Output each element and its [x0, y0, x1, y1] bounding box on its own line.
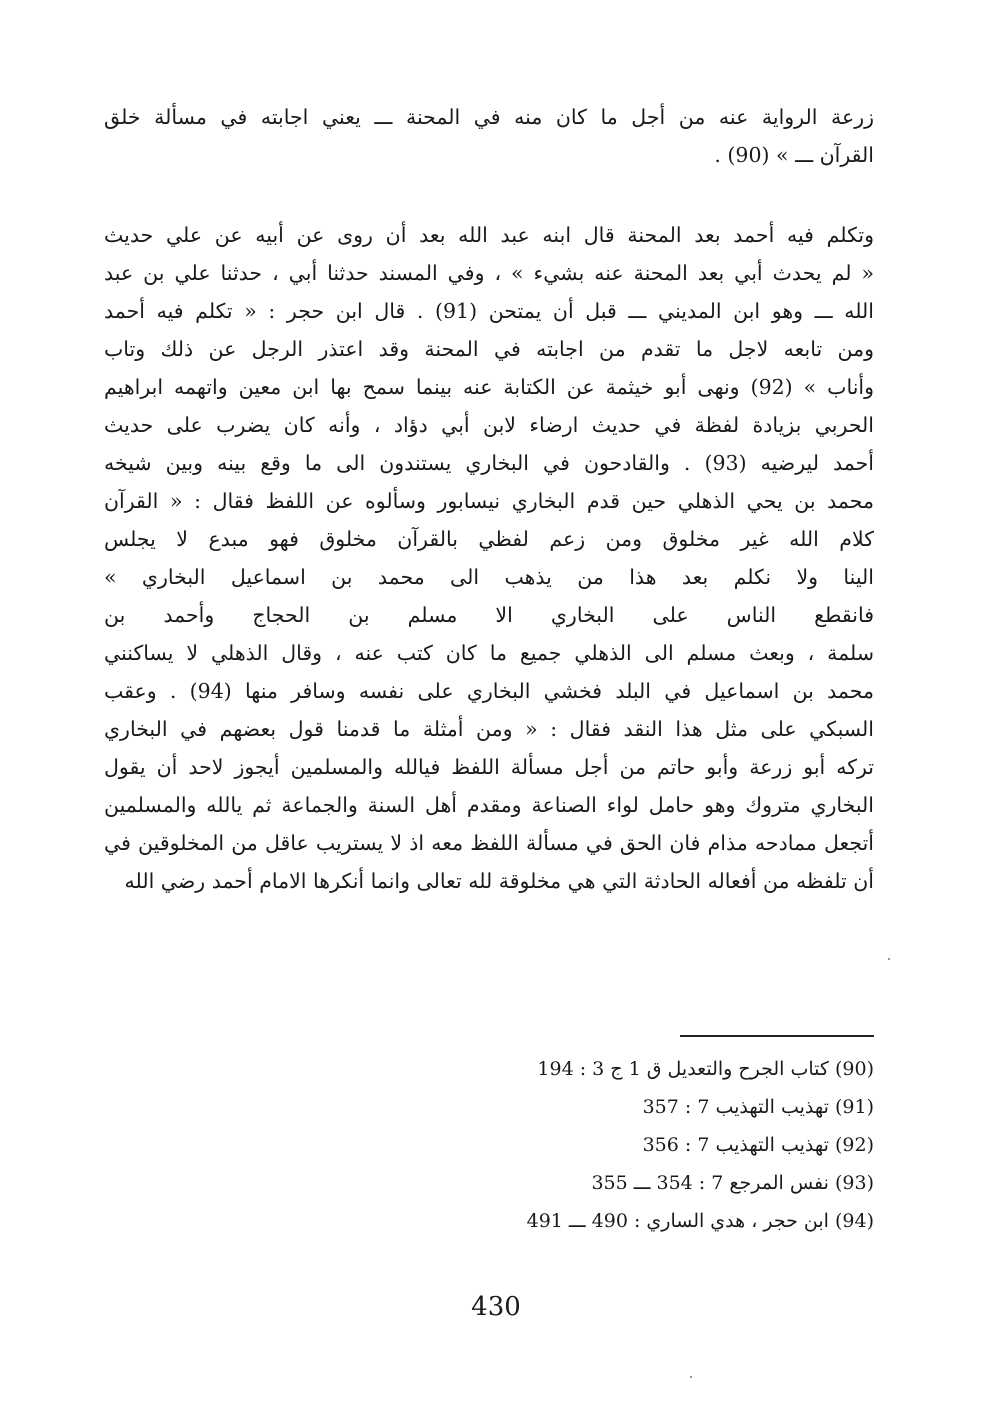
text-line: محمد بن يحي الذهلي حين قدم البخاري نيسابور وسألوه عن اللفظ فقال : « القرآن — [104, 489, 874, 513]
scan-speck — [888, 958, 890, 960]
footnote-94: (94) ابن حجر ، هدي الساري : 490 ـــ 491 — [526, 1210, 874, 1232]
footnotes — [374, 1050, 874, 1240]
text-line: فانقطع الناس على البخاري الا مسلم بن الحجاج وأحمد بن — [104, 603, 874, 627]
footnote-92: (92) تهذيب التهذيب 7 : 356 — [642, 1134, 874, 1156]
paragraph-2 — [104, 216, 874, 900]
text-line: تركه أبو زرعة وأبو حاتم من أجل مسألة اللفظ فيالله والمسلمين أيجوز لاحد أن يقول — [104, 755, 874, 779]
text-line: كلام الله غير مخلوق ومن زعم لفظي بالقرآن مخلوق فهو مبدع لا يجلس — [104, 527, 874, 551]
page-number: 430 — [471, 1292, 521, 1322]
text-line: ومن تابعه لاجل ما تقدم من اجابته في المحنة وقد اعتذر الرجل عن ذلك وتاب — [104, 337, 874, 361]
text-line: الحربي بزيادة لفظة في حديث ارضاء لابن أبي دؤاد ، وأنه كان يضرب على حديث — [104, 413, 874, 437]
footnote-90: (90) كتاب الجرح والتعديل ق 1 ج 3 : 194 — [537, 1058, 874, 1080]
text-line: أحمد ليرضيه (93) . والقادحون في البخاري يستندون الى ما وقع بينه وبين شيخه — [104, 451, 874, 475]
text-line: الله ـــ وهو ابن المديني ـــ قبل أن يمتحن (91) . قال ابن حجر : « تكلم فيه أحمد — [104, 299, 874, 323]
text-line: « لم يحدث أبي بعد المحنة عنه بشيء » ، وفي المسند حدثنا أبي ، حدثنا علي بن عبد — [104, 261, 874, 285]
text-line: وأناب » (92) ونهى أبو خيثمة عن الكتابة عنه بينما سمح بها ابن معين واتهمه ابراهيم — [104, 375, 874, 399]
footnote-91: (91) تهذيب التهذيب 7 : 357 — [642, 1096, 874, 1118]
text-line: سلمة ، وبعث مسلم الى الذهلي جميع ما كان كتب عنه ، وقال الذهلي لا يساكنني — [104, 641, 874, 665]
text-line: السبكي على مثل هذا النقد فقال : « ومن أمثلة ما قدمنا قول بعضهم في البخاري — [104, 717, 874, 741]
text-line: الينا ولا نكلم بعد هذا من يذهب الى محمد بن اسماعيل البخاري » — [104, 565, 874, 589]
text-line: وتكلم فيه أحمد بعد المحنة قال ابنه عبد الله بعد أن روى عن أبيه عن علي حديث — [104, 223, 874, 247]
text-line: أن تلفظه من أفعاله الحادثة التي هي مخلوقة لله تعالى وانما أنكرها الامام أحمد رضي الله — [124, 869, 874, 893]
text-line: محمد بن اسماعيل في البلد فخشي البخاري على نفسه وسافر منها (94) . وعقب — [104, 679, 874, 703]
paragraph-1 — [104, 98, 874, 174]
footnote-93: (93) نفس المرجع 7 : 354 ـــ 355 — [591, 1172, 874, 1194]
text-line: البخاري متروك وهو حامل لواء الصناعة ومقدم أهل السنة والجماعة ثم يالله والمسلمين — [104, 793, 874, 817]
text-line: القرآن ـــ » (90) . — [714, 143, 874, 167]
text-line: أتجعل ممادحه مذام فان الحق في مسألة اللفظ معه اذ لا يستريب عاقل من المخلوقين في — [104, 831, 874, 855]
scan-speck — [690, 1376, 692, 1378]
text-line: زرعة الرواية عنه من أجل ما كان منه في المحنة ـــ يعني اجابته في مسألة خلق — [104, 105, 874, 129]
footnote-separator — [680, 1035, 874, 1037]
